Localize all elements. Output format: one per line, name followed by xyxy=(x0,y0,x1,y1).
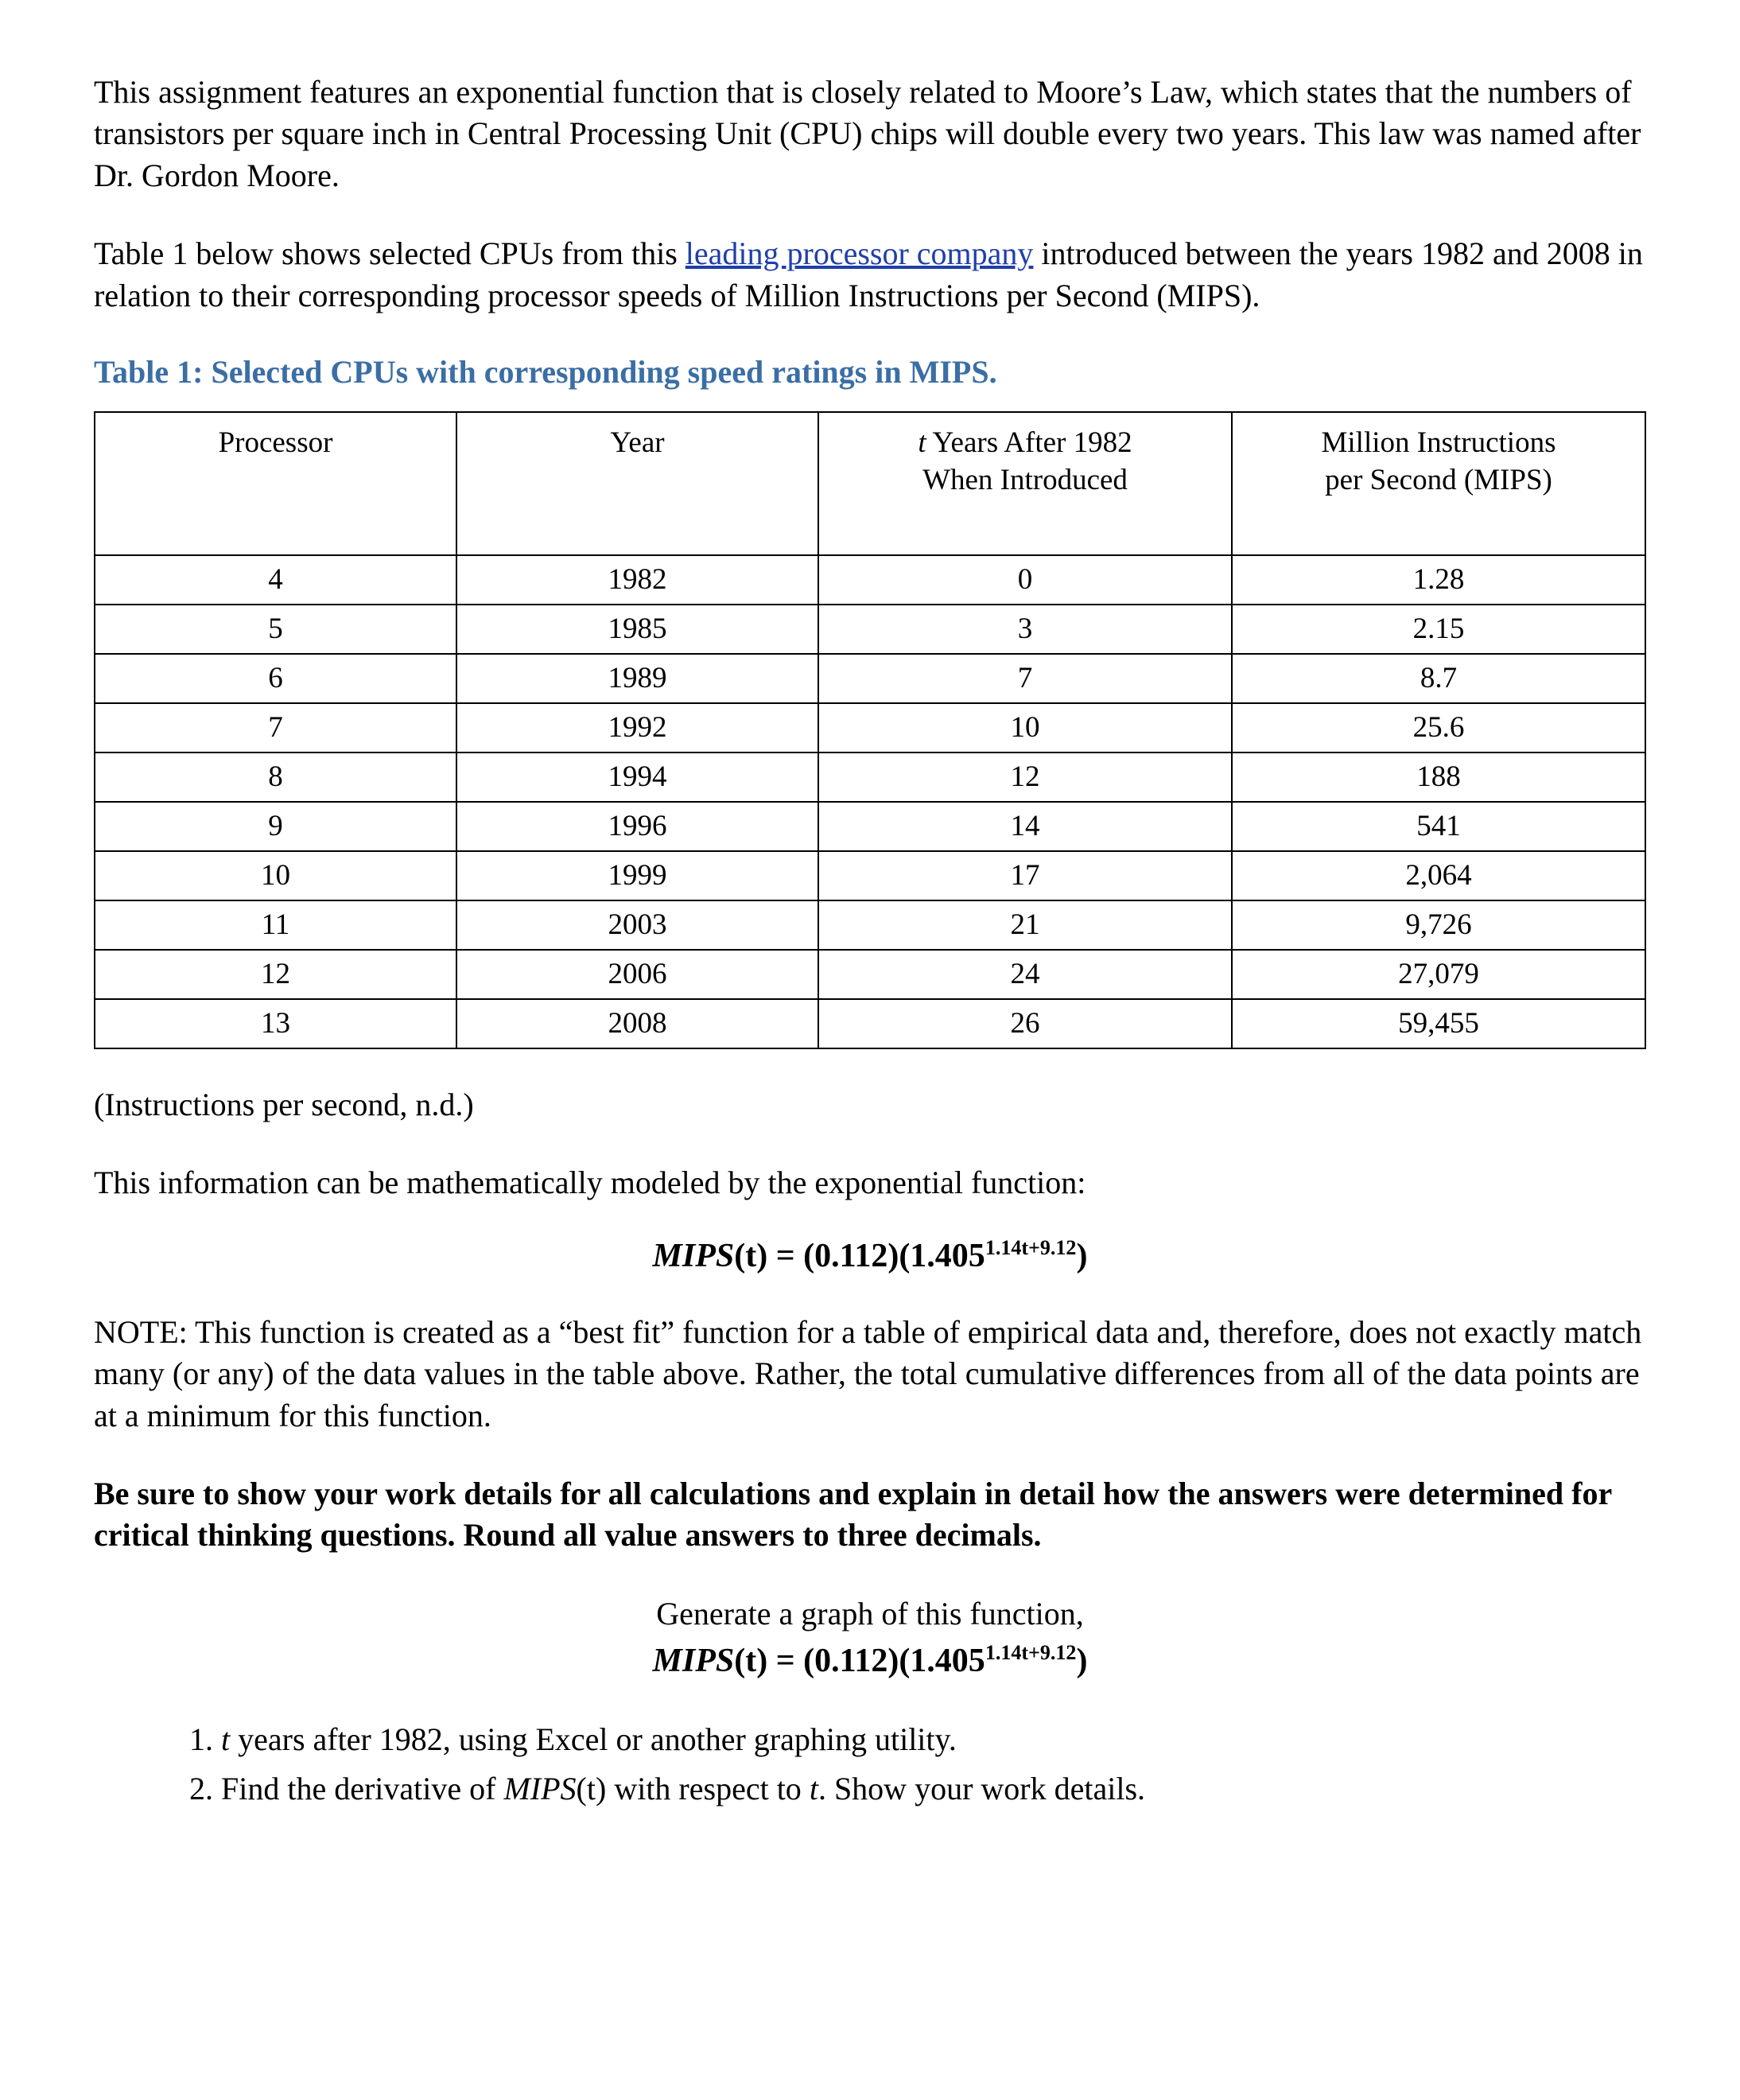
table-row xyxy=(95,752,1645,802)
cell-processor: 4 xyxy=(95,555,456,605)
table-row xyxy=(95,605,1645,654)
formula2-equals: = xyxy=(767,1643,804,1680)
formula2-exponent: 1.14t+9.12 xyxy=(985,1641,1077,1665)
table-row xyxy=(95,999,1645,1048)
list-item xyxy=(221,1717,1646,1763)
item2-mid: with respect to xyxy=(606,1771,810,1807)
cell-t: 3 xyxy=(818,605,1232,654)
cell-mips: 25.6 xyxy=(1232,703,1645,752)
note-paragraph: NOTE: This function is created as a “best fit” function for a table of empirical data and, therefore, does not exactly match many (or any) of the data values in the table above. Rather, the total cumulative differences from all of the data points are at a minimum for this function. xyxy=(94,1313,1642,1433)
formula-base-open: (1.405 xyxy=(899,1237,985,1274)
column-header-years-after-rest: Years After 1982 xyxy=(926,426,1132,459)
cell-t: 24 xyxy=(818,950,1232,999)
table-row xyxy=(95,950,1645,999)
item2-mips: MIPS xyxy=(503,1771,577,1807)
item2-arg: (t) xyxy=(576,1771,607,1807)
cell-t: 7 xyxy=(818,654,1232,703)
formula2-name: MIPS xyxy=(652,1643,735,1680)
formula2-coefficient: (0.112) xyxy=(803,1643,899,1680)
formula-name: MIPS xyxy=(652,1237,735,1274)
cell-processor: 9 xyxy=(95,802,456,851)
cell-year: 1996 xyxy=(456,802,818,851)
table-row xyxy=(95,851,1645,900)
cell-processor: 10 xyxy=(95,851,456,900)
cell-t: 26 xyxy=(818,999,1232,1048)
cell-mips: 9,726 xyxy=(1232,900,1645,950)
cell-t: 14 xyxy=(818,802,1232,851)
formula-coefficient: (0.112) xyxy=(803,1237,899,1274)
table-row xyxy=(95,654,1645,703)
intro-paragraph-1: This assignment features an exponential function that is closely related to Moore’s Law, which states that the numbers of transistors per square inch in Central Processing Unit (CPU) chips will double every two years. This law was named after Dr. Gordon Moore. xyxy=(94,74,1641,193)
formula-base-close: ) xyxy=(1076,1237,1088,1274)
cell-year: 1994 xyxy=(456,752,818,802)
model-lead-text: This information can be mathematically modeled by the exponential function: xyxy=(94,1165,1086,1201)
table-caption: Table 1: Selected CPUs with corresponding speed ratings in MIPS. xyxy=(94,353,997,390)
column-header-t-italic: t xyxy=(918,426,926,459)
cell-year: 2003 xyxy=(456,900,818,950)
column-header-mips xyxy=(1232,412,1645,555)
paragraph2-text-after: introduced between the years 1982 and 2008 in relation to their corresponding processor speeds of Million Instructions per Second (MIPS). xyxy=(94,235,1643,313)
table-row xyxy=(95,802,1645,851)
cell-t: 10 xyxy=(818,703,1232,752)
formula2-arg: (t) xyxy=(734,1643,768,1680)
list-item xyxy=(221,1766,1646,1812)
formula2-base-open: (1.405 xyxy=(899,1643,985,1680)
citation-text: (Instructions per second, n.d.) xyxy=(94,1086,474,1122)
table-row xyxy=(95,900,1645,950)
cell-t: 0 xyxy=(818,555,1232,605)
formula-exponent: 1.14t+9.12 xyxy=(985,1235,1077,1259)
cell-mips: 1.28 xyxy=(1232,555,1645,605)
cell-year: 1989 xyxy=(456,654,818,703)
paragraph2-text-before: Table 1 below shows selected CPUs from this xyxy=(94,235,686,272)
column-header-years-after-1982 xyxy=(818,412,1232,555)
cell-year: 2008 xyxy=(456,999,818,1048)
table-row xyxy=(95,555,1645,605)
formula-display-1 xyxy=(94,1236,1646,1275)
cell-processor: 12 xyxy=(95,950,456,999)
column-header-processor: Processor xyxy=(95,412,456,555)
cell-t: 17 xyxy=(818,851,1232,900)
column-header-when-introduced: When Introduced xyxy=(922,464,1128,497)
table-body xyxy=(95,555,1645,1048)
column-header-mips-line2: per Second (MIPS) xyxy=(1325,464,1552,497)
question-list xyxy=(94,1717,1646,1812)
formula-display-2 xyxy=(94,1641,1646,1680)
instructions-bold-paragraph: Be sure to show your work details for all calculations and explain in detail how the answers were determined for critical thinking questions. Round all value answers to three decimals. xyxy=(94,1475,1612,1554)
cell-mips: 59,455 xyxy=(1232,999,1645,1048)
cpu-speed-table xyxy=(94,411,1646,1049)
column-header-year: Year xyxy=(456,412,818,555)
formula-arg: (t) xyxy=(734,1237,768,1274)
cell-year: 1999 xyxy=(456,851,818,900)
cell-mips: 27,079 xyxy=(1232,950,1645,999)
table-row xyxy=(95,703,1645,752)
leading-processor-company-link[interactable]: leading processor company xyxy=(685,235,1034,272)
item2-lead: Find the derivative of xyxy=(221,1771,504,1807)
cell-year: 1982 xyxy=(456,555,818,605)
cell-mips: 2.15 xyxy=(1232,605,1645,654)
cell-t: 12 xyxy=(818,752,1232,802)
cell-processor: 11 xyxy=(95,900,456,950)
cell-processor: 6 xyxy=(95,654,456,703)
cell-processor: 7 xyxy=(95,703,456,752)
item2-tail: . Show your work details. xyxy=(818,1771,1146,1807)
table-header-row xyxy=(95,412,1645,555)
cell-year: 1992 xyxy=(456,703,818,752)
cell-mips: 541 xyxy=(1232,802,1645,851)
cell-year: 2006 xyxy=(456,950,818,999)
intro-paragraph-2 xyxy=(94,233,1646,317)
cell-mips: 8.7 xyxy=(1232,654,1645,703)
item1-rest: years after 1982, using Excel or another graphing utility. xyxy=(230,1721,957,1758)
graph-prompt-text: Generate a graph of this function, xyxy=(656,1595,1084,1631)
item2-italic-t: t xyxy=(809,1771,818,1807)
cell-processor: 8 xyxy=(95,752,456,802)
item1-italic-t: t xyxy=(221,1721,231,1758)
column-header-mips-line1: Million Instructions xyxy=(1321,426,1556,459)
cell-year: 1985 xyxy=(456,605,818,654)
cell-mips: 188 xyxy=(1232,752,1645,802)
cell-processor: 5 xyxy=(95,605,456,654)
formula2-base-close: ) xyxy=(1076,1643,1088,1680)
cell-t: 21 xyxy=(818,900,1232,950)
cell-processor: 13 xyxy=(95,999,456,1048)
cell-mips: 2,064 xyxy=(1232,851,1645,900)
formula-equals: = xyxy=(767,1237,804,1274)
